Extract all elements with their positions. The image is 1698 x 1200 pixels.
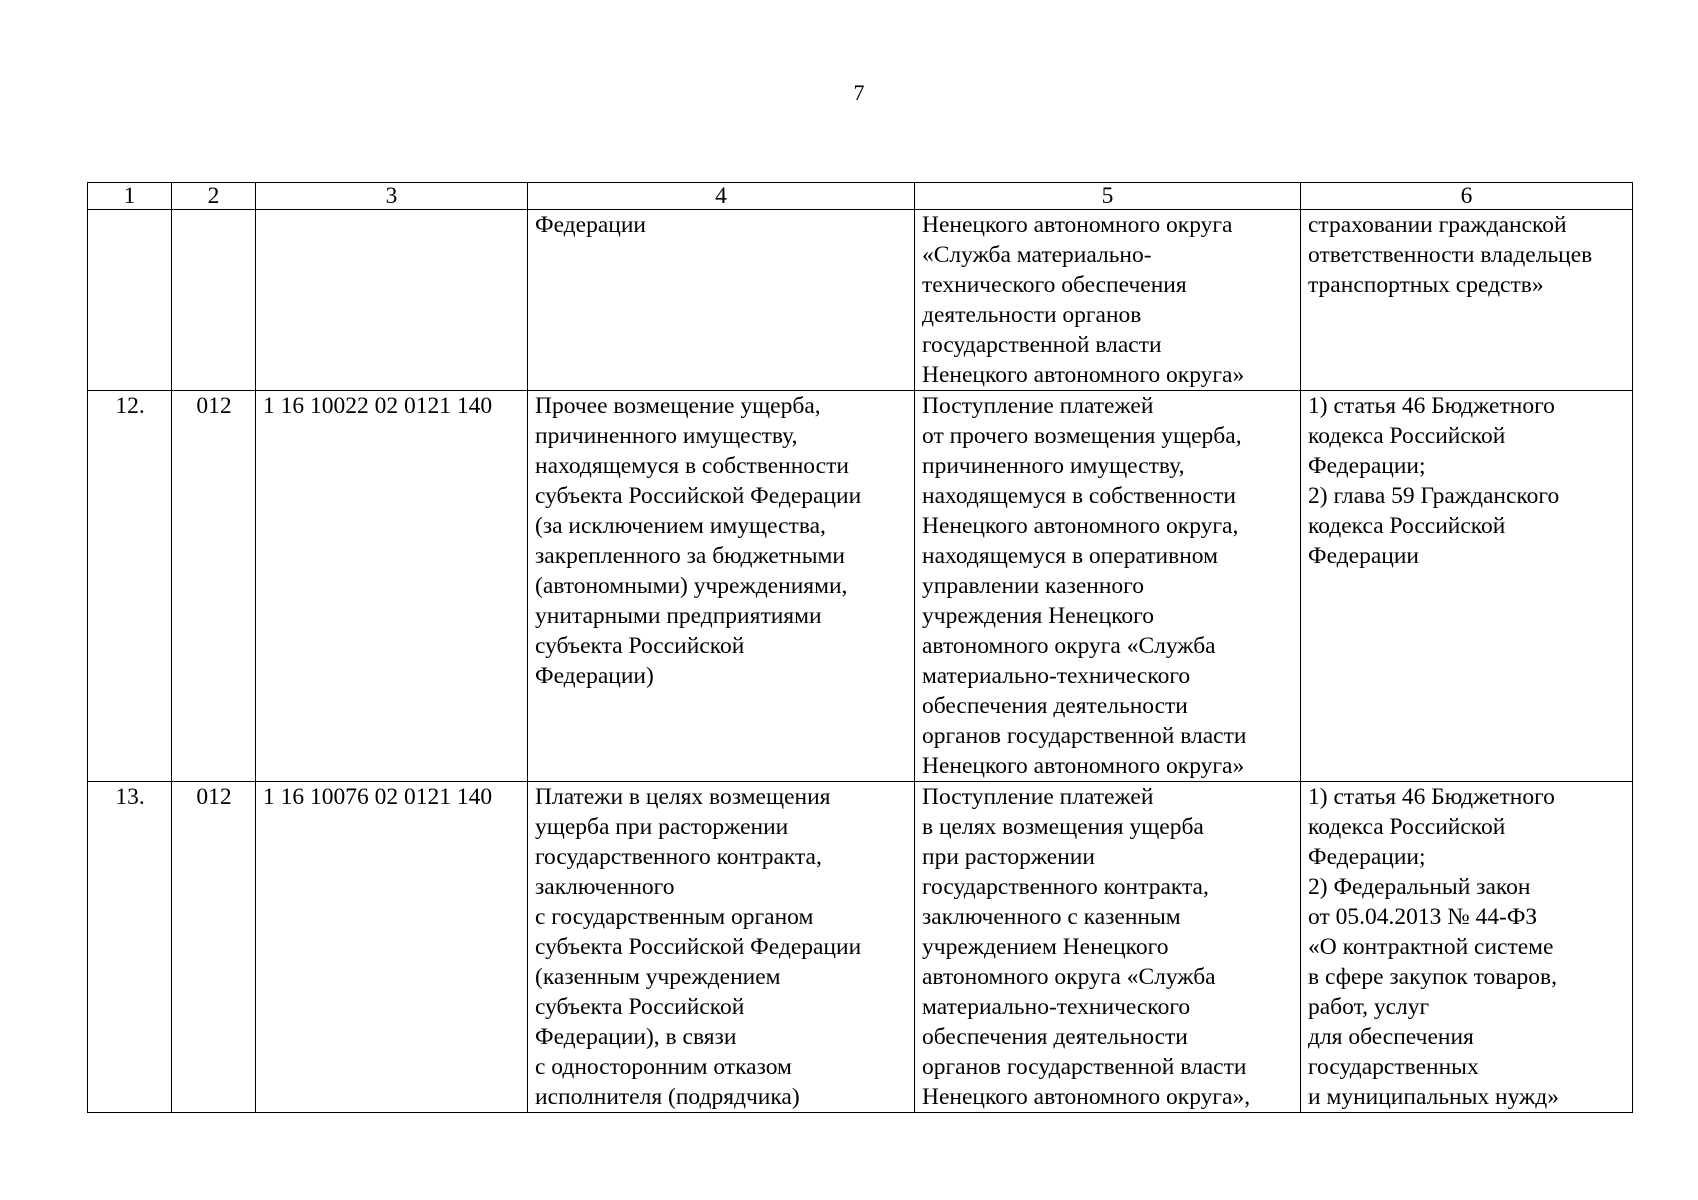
budget-classification-code: 1 16 10076 02 0121 140 xyxy=(256,782,528,1113)
income-name: Федерации xyxy=(528,210,915,391)
table-header-row xyxy=(88,183,1633,210)
row-number: 12. xyxy=(88,391,172,782)
legal-basis: 1) статья 46 Бюджетного кодекса Российской Федерации; 2) глава 59 Гражданского кодекса Российской Федерации xyxy=(1301,391,1633,782)
page-number: 7 xyxy=(853,80,865,105)
income-description: Ненецкого автономного округа «Служба материально- технического обеспечения деятельности органов государственной власти Ненецкого автономного округа» xyxy=(915,210,1301,391)
header-col-1: 1 xyxy=(88,183,172,210)
header-col-2: 2 xyxy=(172,183,256,210)
income-description: Поступление платежей от прочего возмещения ущерба, причиненного имуществу, находящемуся в собственности Ненецкого автономного округа, находящемуся в оперативном управлении казенного учреждения Ненецкого автономного округа «Служба материально-технического обеспечения деятельности органов государственной власти Ненецкого автономного округа» xyxy=(915,391,1301,782)
budget-classification-code xyxy=(256,210,528,391)
income-codes-table xyxy=(87,182,1633,1113)
legal-basis: 1) статья 46 Бюджетного кодекса Российской Федерации; 2) Федеральный закон от 05.04.2013 № 44-ФЗ «О контрактной системе в сфере закупок товаров, работ, услуг для обеспечения государственных и муниципальных нужд» xyxy=(1301,782,1633,1113)
header-col-6: 6 xyxy=(1301,183,1633,210)
table-row xyxy=(88,391,1633,782)
header-col-5: 5 xyxy=(915,183,1301,210)
legal-basis: страховании гражданской ответственности владельцев транспортных средств» xyxy=(1301,210,1633,391)
header-col-4: 4 xyxy=(528,183,915,210)
table-row xyxy=(88,210,1633,391)
header-col-3: 3 xyxy=(256,183,528,210)
income-name: Платежи в целях возмещения ущерба при расторжении государственного контракта, заключенного с государственным органом субъекта Российской Федерации (казенным учреждением субъекта Российской Федерации), в связи с односторонним отказом исполнителя (подрядчика) xyxy=(528,782,915,1113)
admin-code: 012 xyxy=(172,782,256,1113)
income-description: Поступление платежей в целях возмещения ущерба при расторжении государственного контракта, заключенного с казенным учреждением Ненецкого автономного округа «Служба материально-технического обеспечения деятельности органов государственной власти Ненецкого автономного округа», xyxy=(915,782,1301,1113)
admin-code xyxy=(172,210,256,391)
budget-classification-code: 1 16 10022 02 0121 140 xyxy=(256,391,528,782)
row-number xyxy=(88,210,172,391)
table-row xyxy=(88,782,1633,1113)
row-number: 13. xyxy=(88,782,172,1113)
admin-code: 012 xyxy=(172,391,256,782)
income-name: Прочее возмещение ущерба, причиненного имуществу, находящемуся в собственности субъекта Российской Федерации (за исключением имущества, закрепленного за бюджетными (автономными) учреждениями, унитарными предприятиями субъекта Российской Федерации) xyxy=(528,391,915,782)
